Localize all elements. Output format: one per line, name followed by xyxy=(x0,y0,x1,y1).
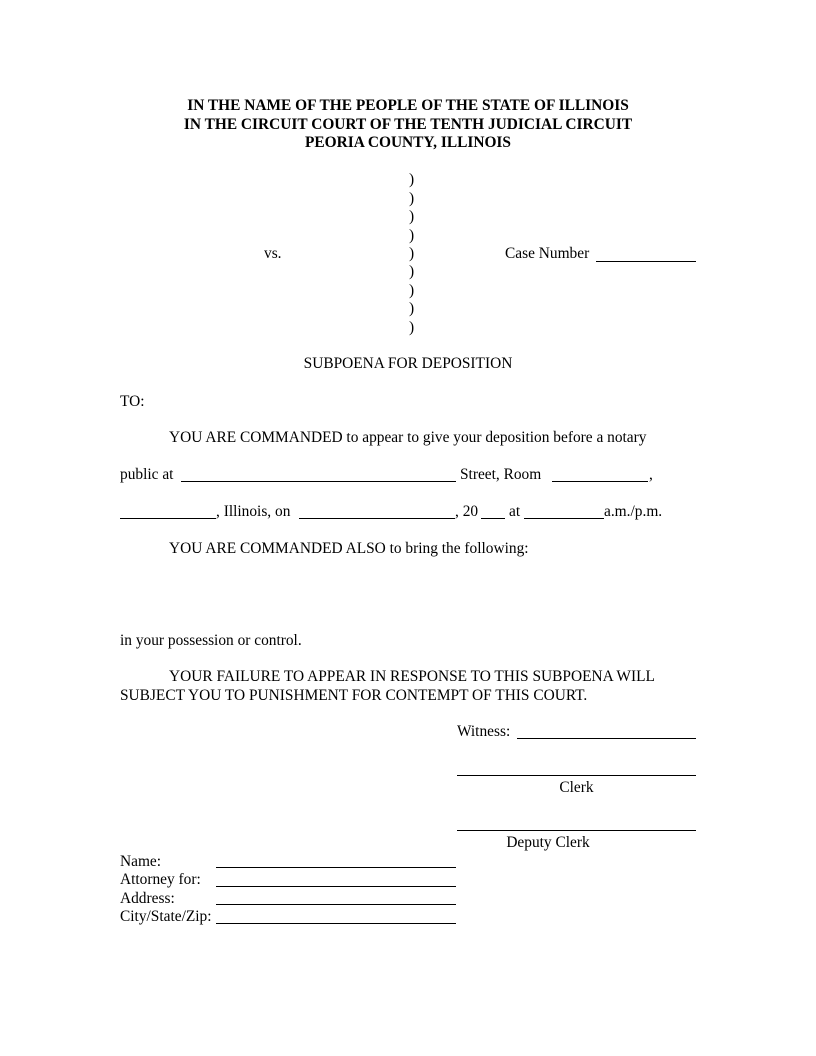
caption-paren: ) xyxy=(409,263,415,280)
caption-vs: vs. xyxy=(264,245,282,262)
to-recipient-field[interactable] xyxy=(155,393,455,407)
bring-paragraph: YOU ARE COMMANDED ALSO to bring the following: xyxy=(169,540,529,557)
attorney-city-field[interactable] xyxy=(216,909,456,924)
attorney-city-label: City/State/Zip: xyxy=(120,908,212,925)
city-field[interactable] xyxy=(120,504,216,519)
deputy-clerk-label: Deputy Clerk xyxy=(506,834,590,851)
failure-warning-line-1: YOUR FAILURE TO APPEAR IN RESPONSE TO THIS SUBPOENA WILL xyxy=(169,668,655,685)
witness-field[interactable] xyxy=(517,724,696,739)
attorney-for-label: Attorney for: xyxy=(120,871,201,888)
at-label: at xyxy=(509,503,521,520)
attorney-address-label: Address: xyxy=(120,890,175,907)
attorney-for-field[interactable] xyxy=(216,872,456,887)
to-label: TO: xyxy=(120,393,145,410)
year-prefix-label: , 20 xyxy=(455,503,479,520)
date-field[interactable] xyxy=(299,504,455,519)
room-field[interactable] xyxy=(552,467,648,482)
header-line-1: IN THE NAME OF THE PEOPLE OF THE STATE OF ILLINOIS xyxy=(187,97,629,114)
location-field[interactable] xyxy=(181,467,456,482)
attorney-address-field[interactable] xyxy=(216,890,456,905)
caption-paren: ) xyxy=(409,319,415,336)
attorney-name-field[interactable] xyxy=(216,853,456,868)
caption-paren: ) xyxy=(409,245,415,262)
case-number-field[interactable] xyxy=(596,247,696,262)
illinois-on-label: , Illinois, on xyxy=(216,503,291,520)
header-line-2: IN THE CIRCUIT COURT OF THE TENTH JUDICIAL CIRCUIT xyxy=(183,116,633,133)
year-field[interactable] xyxy=(481,504,505,519)
header-line-3: PEORIA COUNTY, ILLINOIS xyxy=(305,134,511,151)
possession-text: in your possession or control. xyxy=(120,632,302,649)
room-comma: , xyxy=(649,466,653,483)
attorney-name-label: Name: xyxy=(120,853,162,870)
deputy-clerk-signature-line[interactable] xyxy=(457,816,696,831)
caption-paren: ) xyxy=(409,227,415,244)
caption-paren: ) xyxy=(409,190,415,207)
clerk-label: Clerk xyxy=(559,779,594,796)
document-title: SUBPOENA FOR DEPOSITION xyxy=(303,355,513,372)
witness-label: Witness: xyxy=(457,723,511,740)
clerk-signature-line[interactable] xyxy=(457,761,696,776)
time-field[interactable] xyxy=(524,504,604,519)
caption-paren: ) xyxy=(409,300,415,317)
caption-paren: ) xyxy=(409,282,415,299)
failure-warning-line-2: SUBJECT YOU TO PUNISHMENT FOR CONTEMPT OF THIS COURT. xyxy=(120,687,588,704)
ampm-label: a.m./p.m. xyxy=(604,503,663,520)
case-number-label: Case Number xyxy=(505,245,590,262)
caption-paren: ) xyxy=(409,171,415,188)
street-room-label: Street, Room xyxy=(460,466,542,483)
caption-paren: ) xyxy=(409,208,415,225)
public-at-label: public at xyxy=(120,466,174,483)
command-paragraph: YOU ARE COMMANDED to appear to give your deposition before a notary xyxy=(169,429,647,446)
